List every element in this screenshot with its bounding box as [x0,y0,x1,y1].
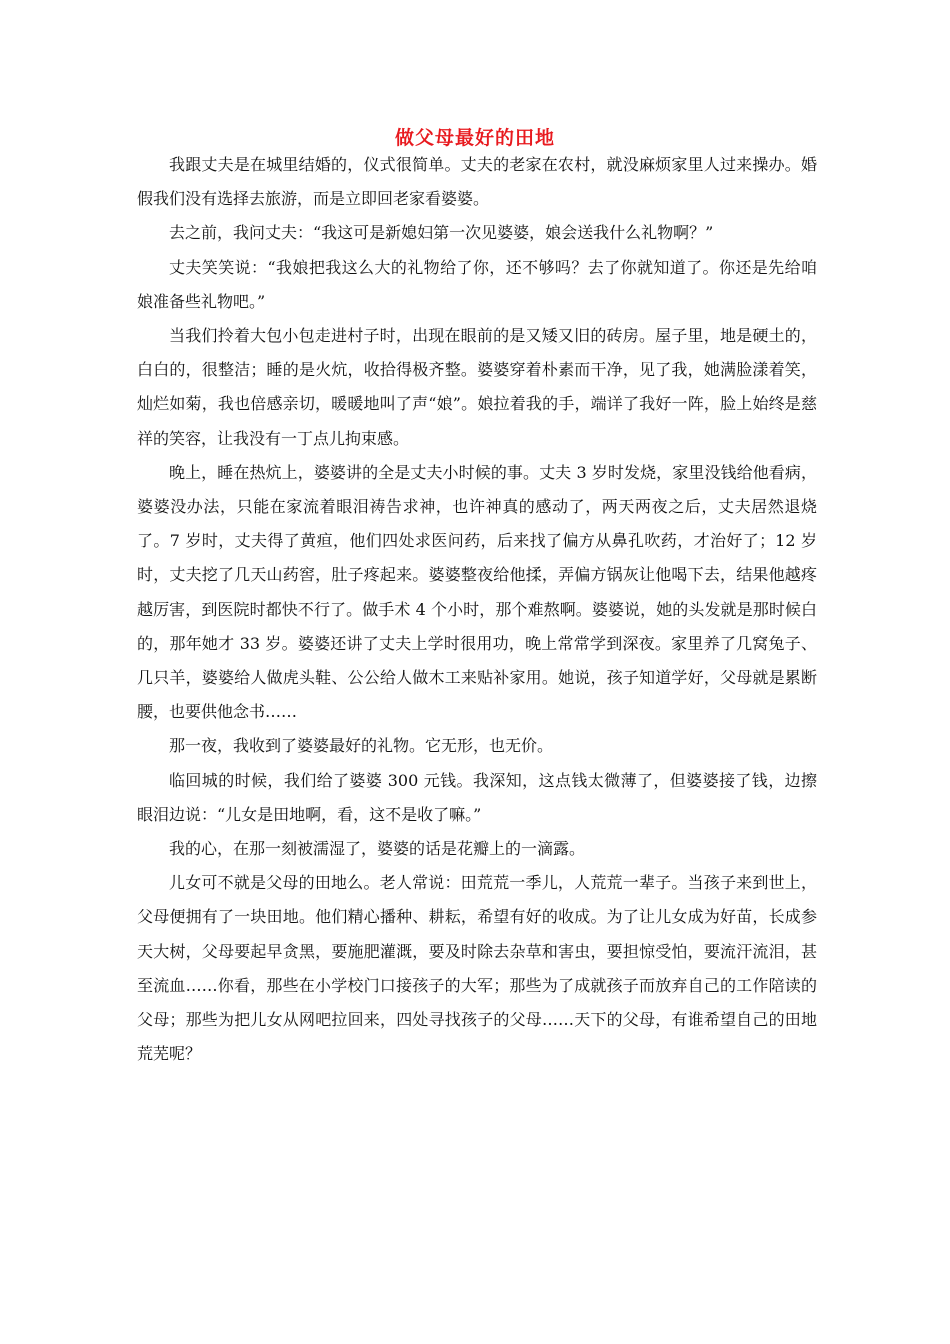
paragraph: 儿女可不就是父母的田地么。老人常说：田荒荒一季儿，人荒荒一辈子。当孩子来到世上，父母便拥有了一块田地。他们精心播种、耕耘，希望有好的收成。为了让儿女成为好苗，长成参天大树，父母要起早贪黑，要施肥灌溉，要及时除去杂草和害虫，要担惊受怕，要流汗流泪，甚至流血……你看，那些在小学校门口接孩子的大军；那些为了成就孩子而放弃自己的工作陪读的父母；那些为把儿女从网吧拉回来，四处寻找孩子的父母……天下的父母，有谁希望自己的田地荒芜呢？ [137,873,817,1064]
paragraph: 那一夜，我收到了婆婆最好的礼物。它无形，也无价。 [169,736,554,756]
paragraph: 当我们拎着大包小包走进村子时，出现在眼前的是又矮又旧的砖房。屋子里，地是硬土的，白白的，很整洁；睡的是火炕，收拾得极齐整。婆婆穿着朴素而干净，见了我，她满脸漾着笑，灿烂如菊，我也倍感亲切，暖暖地叫了声“娘”。娘拉着我的手，端详了我好一阵，脸上始终是慈祥的笑容，让我没有一丁点儿拘束感。 [137,326,817,448]
paragraph: 去之前，我问丈夫：“我这可是新媳妇第一次见婆婆，娘会送我什么礼物啊？” [169,223,714,243]
document-body [137,148,817,1071]
paragraph: 丈夫笑笑说：“我娘把我这么大的礼物给了你，还不够吗？去了你就知道了。你还是先给咱娘准备些礼物吧。” [137,257,817,311]
paragraph: 临回城的时候，我们给了婆婆 300 元钱。我深知，这点钱太微薄了，但婆婆接了钱，边擦眼泪边说：“儿女是田地啊，看，这不是收了嘛。” [137,770,817,824]
paragraph: 我的心，在那一刻被濡湿了，婆婆的话是花瓣上的一滴露。 [169,839,586,859]
paragraph: 晚上，睡在热炕上，婆婆讲的全是丈夫小时候的事。丈夫 3 岁时发烧，家里没钱给他看病，婆婆没办法，只能在家流着眼泪祷告求神，也许神真的感动了，两天两夜之后，丈夫居然退烧了。7 岁时，丈夫得了黄疸，他们四处求医问药，后来找了偏方从鼻孔吹药，才治好了；12 岁时，丈夫挖了几天山药窖，肚子疼起来。婆婆整夜给他揉，弄偏方锅灰让他喝下去，结果他越疼越厉害，到医院时都快不行了。做手术 4 个小时，那个难熬啊。婆婆说，她的头发就是那时候白的，那年她才 33 岁。婆婆还讲了丈夫上学时很用功，晚上常常学到深夜。家里养了几窝兔子、几只羊，婆婆给人做虎头鞋、公公给人做木工来贴补家用。她说，孩子知道学好，父母就是累断腰，也要供他念书…… [137,462,817,722]
paragraph: 我跟丈夫是在城里结婚的，仪式很简单。丈夫的老家在农村，就没麻烦家里人过来操办。婚假我们没有选择去旅游，而是立即回老家看婆婆。 [137,155,817,209]
document-title: 做父母最好的田地 [394,127,555,149]
